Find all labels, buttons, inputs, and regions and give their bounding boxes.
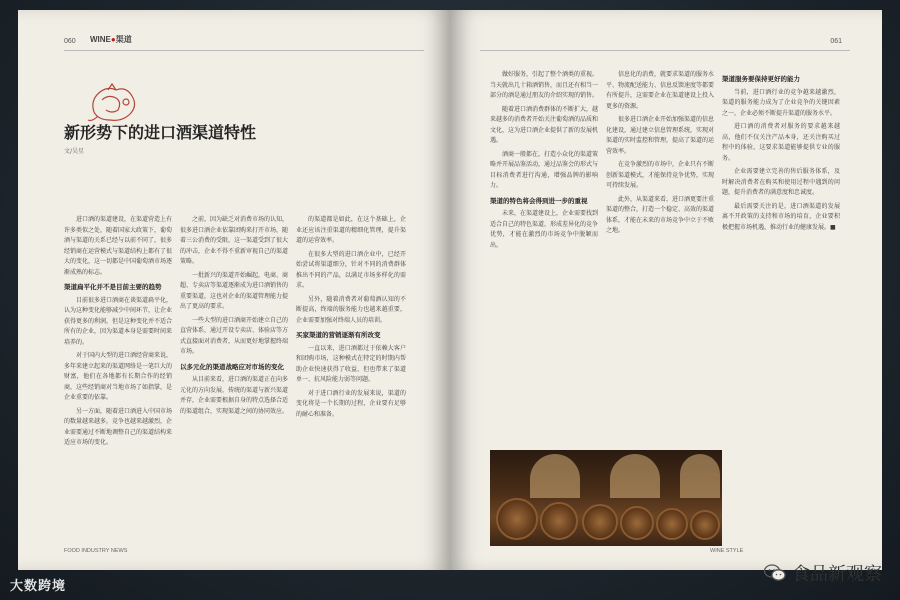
footer-left: FOOD INDUSTRY NEWS: [64, 548, 128, 554]
section-heading: 以多元化的渠道战略应对市场的变化: [180, 362, 284, 371]
page-number-left: 060: [64, 38, 76, 45]
wechat-icon: [764, 564, 786, 582]
body-paragraph: 进口酒的消费者对服务的要求越来越高，他们不仅关注产品本身，还关注购买过程中的体验，这要求渠道能够提供专业的服务。: [722, 123, 840, 162]
body-paragraph: 此外，从渠道来看，进口酒更要注重渠道的整合，打造一个稳定、高效的渠道体系，才能在未来的市场竞争中立于不败之地。: [606, 195, 715, 234]
body-paragraph: 信息化的消费，就要求渠道的服务水平、物流配送能力、信息反馈速度等都要有所提升，这需要企业在渠道建设上投入更多的资源。: [606, 71, 715, 110]
watermark-left-text: 大数跨境: [10, 579, 67, 594]
wine-cellar-photo: [490, 450, 722, 546]
wine-glass-icon: ●: [110, 35, 116, 44]
watermark-right: [764, 560, 882, 586]
section-heading: 渠道的特色将会得到进一步的重视: [490, 196, 588, 205]
right-column-2: [606, 70, 714, 240]
body-paragraph: 当前，进口酒行业的竞争越来越激烈，渠道的服务能力成为了企业竞争的关键因素之一，企业必须不断提升渠道的服务水平。: [722, 88, 840, 117]
body-paragraph: 目前很多进口酒商在谈渠道扁平化，认为这种变化能够减少中间环节，让企业获得更多的利润，但是这种变化并不适合所有的企业，因为渠道本身是需要时间来培养的。: [64, 296, 173, 346]
body-paragraph: 对于国内大型的进口酒经营商来说，多年来建立起来的渠道网络是一笔巨大的财富，他们在各地都有长期合作的经销商，这些经销商对当地市场了如指掌，是企业重要的依靠。: [64, 352, 173, 401]
body-paragraph: 做好服务，引起了整个酒类的重视。当天就出几十箱酒销售，而且还有相当一部分的酒是通过朋友的介绍实现的销售。: [490, 71, 599, 99]
right-column-1: [490, 70, 598, 254]
body-paragraph: 从目前来看，进口酒的渠道正在向多元化的方向发展，传统的渠道与新兴渠道并存，企业需要根据自身的特点选择合适的渠道组合，实现渠道之间的协同效应。: [180, 376, 289, 415]
left-page: [18, 10, 450, 570]
body-paragraph: 对于进口酒行业的发展来说，渠道的变化将是一个长期的过程，企业要有足够的耐心和准备。: [296, 389, 406, 418]
body-paragraph: 随着进口酒消费群体的不断扩大，越来越多的消费者开始关注葡萄酒的品质和文化，这为进口酒企业提供了新的发展机遇。: [490, 105, 599, 144]
header-rule-right: [480, 50, 850, 51]
body-paragraph: 最后需要关注的是，进口酒渠道的发展离不开政策的支持和市场的培育，企业要积极把握市场机遇，推动行业的健康发展。■: [722, 202, 840, 231]
body-paragraph: 在竞争激烈的市场中，企业只有不断创新渠道模式，才能保持竞争优势，实现可持续发展。: [606, 161, 715, 189]
watermark-right-text: 食品新观察: [792, 564, 882, 585]
section-heading: 买家渠道的营销逐渐有所改变: [296, 331, 381, 339]
article-title: 新形势下的进口酒渠道特性: [64, 123, 257, 142]
magazine-spread: [18, 10, 882, 570]
section-brand: WINE: [90, 35, 111, 44]
byline: 文/吴星: [64, 148, 85, 155]
body-paragraph: 之前，因为缺乏对消费市场的认知，很多进口酒企业依靠团购来打开市场，随着三公消费的受限，这一渠道受到了很大的冲击，企业不得不重新审视自己的渠道策略。: [180, 216, 289, 265]
body-paragraph: 在很多大型的进口酒企业中，已经开始尝试将渠道细分，针对不同的消费群体推出不同的产品，以满足市场多样化的需求。: [296, 250, 406, 289]
page-number-right: 061: [830, 38, 842, 45]
left-column-2: [180, 215, 288, 420]
body-paragraph: 另一方面，随着进口酒进入中国市场的数量越来越多，竞争也越来越激烈，企业需要通过不断地调整自己的渠道结构来适应市场的变化。: [64, 407, 173, 446]
body-paragraph: 酒商一般都在，打造小众化的渠道策略并开展品鉴活动，通过品鉴会的形式与目标消费者进行沟通，增强品牌的影响力。: [490, 150, 599, 189]
body-paragraph: 的渠道都是如此，在这个基础上，企业还应该注重渠道的精细化管理，提升渠道的运营效率。: [296, 216, 406, 244]
left-column-3: [296, 215, 406, 423]
header-rule: [64, 50, 424, 51]
body-paragraph: 一直以来，进口酒都过于依赖大客户和团购市场，这种模式在特定的时期内帮助企业快速获得了收益，但也带来了渠道单一、抗风险能力弱等问题。: [296, 344, 406, 383]
body-paragraph: 未来，在渠道建设上，企业需要找到适合自己的特色渠道，形成差异化的竞争优势，才能在激烈的市场竞争中脱颖而出。: [490, 210, 599, 249]
section-heading: 渠道服务要保持更好的能力: [722, 75, 800, 83]
body-paragraph: 很多进口酒企业开始加强渠道的信息化建设，通过建立信息管理系统，实现对渠道的实时监控和管理，提高了渠道的运营效率。: [606, 116, 715, 155]
body-paragraph: 企业需要建立完善的售后服务体系，及时解决消费者在购买和使用过程中遇到的问题，提升消费者的满意度和忠诚度。: [722, 168, 840, 196]
body-paragraph: 一批新兴的渠道开始崛起，电商、商超、专卖店等渠道逐渐成为进口酒销售的重要渠道，这也对企业的渠道管理能力提出了更高的要求。: [180, 271, 289, 310]
left-column-1: [64, 215, 172, 452]
right-page: [450, 10, 882, 570]
section-name: 渠道: [115, 35, 132, 44]
section-header: [90, 34, 132, 45]
body-paragraph: 另外，随着消费者对葡萄酒认知的不断提高，终端的服务能力也越来越重要，企业需要加强对终端人员的培训。: [296, 295, 406, 324]
footer-right: WINE STYLE: [710, 548, 744, 554]
section-heading: 渠道扁平化并不是目前主要的趋势: [64, 283, 162, 291]
body-paragraph: 一些大型的进口酒商开始建立自己的直营体系，通过开设专卖店、体验店等方式直接面对消费者，从而更好地掌握终端市场。: [180, 316, 289, 355]
body-paragraph: 进口酒的渠道建设，在渠道营造上有许多类似之处，随着国家大政策下，葡萄酒与渠道的关系已经与以前不同了，很多经销商在运营模式与渠道结构上都有了很大的变化，这一切都是中国葡萄酒市场逐渐成熟的标志。: [64, 216, 173, 276]
watermark-left: [10, 575, 66, 594]
right-column-3: [722, 70, 840, 236]
